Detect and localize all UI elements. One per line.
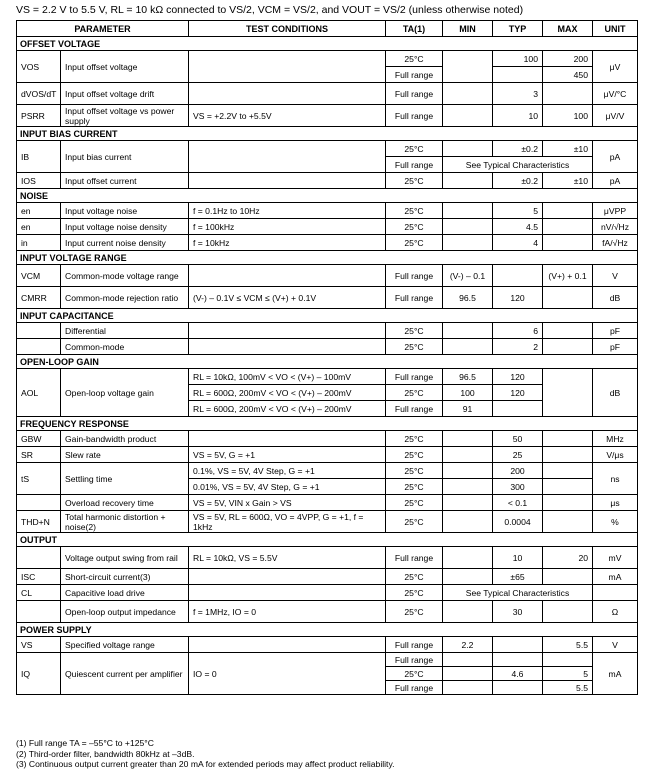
ta-value: 25°C	[386, 431, 443, 447]
section-output: OUTPUT	[17, 533, 638, 547]
unit-value: pA	[593, 141, 638, 173]
parameter: Capacitive load drive	[61, 585, 189, 601]
max-value: ±10	[543, 141, 593, 157]
ta-value: Full range	[386, 83, 443, 105]
symbol: AOL	[17, 369, 61, 417]
min-value: 100	[443, 385, 493, 401]
ta-value: 25°C	[386, 203, 443, 219]
parameter: Open-loop voltage gain	[61, 369, 189, 417]
unit-value: Ω	[593, 601, 638, 623]
ta-value: 25°C	[386, 339, 443, 355]
unit-value: pF	[593, 323, 638, 339]
ta-value: 25°C	[386, 569, 443, 585]
ta-value: 25°C	[386, 219, 443, 235]
symbol	[17, 601, 61, 623]
max-value: 5.5	[543, 637, 593, 653]
ta-value: 25°C	[386, 173, 443, 189]
typ-value: 0.0004	[493, 511, 543, 533]
typ-value: 30	[493, 601, 543, 623]
test-condition: RL = 10kΩ, VS = 5.5V	[189, 547, 386, 569]
test-condition	[189, 141, 386, 173]
typ-value: See Typical Characteristics	[443, 585, 593, 601]
col-typ: TYP	[493, 21, 543, 37]
ta-value: 25°C	[386, 141, 443, 157]
ta-value: Full range	[386, 401, 443, 417]
min-value	[443, 653, 493, 667]
header-row	[17, 21, 638, 37]
typ-value: See Typical Characteristics	[443, 157, 593, 173]
parameter: Input bias current	[61, 141, 189, 173]
max-value: 450	[543, 67, 593, 83]
test-condition: VS = +2.2V to +5.5V	[189, 105, 386, 127]
footnote: (3) Continuous output current greater than 20 mA for extended periods may affect product reliability.	[16, 759, 395, 770]
test-condition: VS = 5V, RL = 600Ω, VO = 4VPP, G = +1, f = 1kHz	[189, 511, 386, 533]
test-condition: (V-) – 0.1V ≤ VCM ≤ (V+) + 0.1V	[189, 287, 386, 309]
symbol: PSRR	[17, 105, 61, 127]
test-condition	[189, 265, 386, 287]
ta-value: Full range	[386, 287, 443, 309]
unit-value: pF	[593, 339, 638, 355]
unit-value: MHz	[593, 431, 638, 447]
min-value	[443, 667, 493, 681]
typ-value: 25	[493, 447, 543, 463]
ta-value: 25°C	[386, 51, 443, 67]
parameter: Overload recovery time	[61, 495, 189, 511]
max-value: 5.5	[543, 681, 593, 695]
max-value	[543, 287, 593, 309]
typ-value: 120	[493, 369, 543, 385]
typ-value: 300	[493, 479, 543, 495]
parameter: Input offset voltage drift	[61, 83, 189, 105]
parameter: Gain-bandwidth product	[61, 431, 189, 447]
unit-value: fA/√Hz	[593, 235, 638, 251]
parameter: Common-mode voltage range	[61, 265, 189, 287]
max-value	[543, 447, 593, 463]
symbol	[17, 495, 61, 511]
max-value: 200	[543, 51, 593, 67]
col-test-conditions: TEST CONDITIONS	[189, 21, 386, 37]
ta-value: 25°C	[386, 601, 443, 623]
min-value	[443, 339, 493, 355]
test-condition	[189, 569, 386, 585]
min-value	[443, 323, 493, 339]
min-value	[443, 173, 493, 189]
symbol: en	[17, 203, 61, 219]
typ-value: 50	[493, 431, 543, 447]
typ-value: 120	[493, 385, 543, 401]
section-power-supply: POWER SUPPLY	[17, 623, 638, 637]
ta-value: Full range	[386, 265, 443, 287]
parameter: Differential	[61, 323, 189, 339]
col-parameter: PARAMETER	[17, 21, 189, 37]
min-value: 96.5	[443, 369, 493, 385]
ta-value: Full range	[386, 547, 443, 569]
min-value	[443, 51, 493, 83]
section-offset-voltage: OFFSET VOLTAGE	[17, 37, 638, 51]
symbol: SR	[17, 447, 61, 463]
ta-value: Full range	[386, 653, 443, 667]
parameter: Input offset voltage	[61, 51, 189, 83]
test-condition: f = 1MHz, IO = 0	[189, 601, 386, 623]
parameter: Input voltage noise density	[61, 219, 189, 235]
symbol: in	[17, 235, 61, 251]
section-frequency-response: FREQUENCY RESPONSE	[17, 417, 638, 431]
unit-value: μV/°C	[593, 83, 638, 105]
typ-value	[493, 653, 543, 667]
min-value	[443, 479, 493, 495]
min-value	[443, 511, 493, 533]
max-value	[543, 369, 593, 417]
parameter: Input current noise density	[61, 235, 189, 251]
typ-value: 2	[493, 339, 543, 355]
typ-value	[493, 681, 543, 695]
test-condition	[189, 83, 386, 105]
typ-value: 120	[493, 287, 543, 309]
test-condition	[189, 637, 386, 653]
test-condition: IO = 0	[189, 653, 386, 695]
min-value	[443, 495, 493, 511]
min-value	[443, 569, 493, 585]
test-condition: f = 100kHz	[189, 219, 386, 235]
max-value: 100	[543, 105, 593, 127]
unit-value: dB	[593, 369, 638, 417]
unit-value: μVPP	[593, 203, 638, 219]
symbol	[17, 547, 61, 569]
typ-value: 4.6	[493, 667, 543, 681]
max-value	[543, 83, 593, 105]
min-value	[443, 219, 493, 235]
min-value	[443, 601, 493, 623]
conditions-header: VS = 2.2 V to 5.5 V, RL = 10 kΩ connected to VS/2, VCM = VS/2, and VOUT = VS/2 (unless otherwise noted)	[16, 4, 524, 16]
footnote: (1) Full range TA = –55°C to +125°C	[16, 738, 154, 748]
section-input-bias-current: INPUT BIAS CURRENT	[17, 127, 638, 141]
parameter: Voltage output swing from rail	[61, 547, 189, 569]
unit-value: pA	[593, 173, 638, 189]
unit-value: mA	[593, 569, 638, 585]
unit-value: V	[593, 265, 638, 287]
symbol	[17, 323, 61, 339]
parameter: Common-mode rejection ratio	[61, 287, 189, 309]
symbol: VS	[17, 637, 61, 653]
typ-value: 200	[493, 463, 543, 479]
max-value: 20	[543, 547, 593, 569]
ta-value: Full range	[386, 67, 443, 83]
test-condition	[189, 585, 386, 601]
max-value	[543, 495, 593, 511]
symbol: ISC	[17, 569, 61, 585]
test-condition	[189, 431, 386, 447]
symbol: tS	[17, 463, 61, 495]
max-value	[543, 431, 593, 447]
parameter: Input offset voltage vs power supply	[61, 105, 189, 127]
parameter: Quiescent current per amplifier	[61, 653, 189, 695]
min-value	[443, 681, 493, 695]
section-input-capacitance: INPUT CAPACITANCE	[17, 309, 638, 323]
ta-value: 25°C	[386, 463, 443, 479]
test-condition: 0.01%, VS = 5V, 4V Step, G = +1	[189, 479, 386, 495]
test-condition	[189, 51, 386, 83]
col-unit: UNIT	[593, 21, 638, 37]
test-condition: RL = 600Ω, 200mV < VO < (V+) – 200mV	[189, 401, 386, 417]
parameter: Short-circuit current(3)	[61, 569, 189, 585]
min-value	[443, 105, 493, 127]
test-condition: VS = 5V, G = +1	[189, 447, 386, 463]
max-value	[543, 511, 593, 533]
ta-value: 25°C	[386, 235, 443, 251]
min-value: 96.5	[443, 287, 493, 309]
min-value	[443, 547, 493, 569]
min-value	[443, 235, 493, 251]
unit-value: mV	[593, 547, 638, 569]
parameter: Specified voltage range	[61, 637, 189, 653]
symbol	[17, 339, 61, 355]
test-condition: f = 0.1Hz to 10Hz	[189, 203, 386, 219]
unit-value: V/μs	[593, 447, 638, 463]
test-condition	[189, 339, 386, 355]
electrical-characteristics-table	[16, 20, 638, 695]
unit-value: %	[593, 511, 638, 533]
typ-value	[493, 637, 543, 653]
footnote: (2) Third-order filter, bandwidth 80kHz at –3dB.	[16, 748, 195, 759]
unit-value: μV/V	[593, 105, 638, 127]
col-ta: TA(1)	[386, 21, 443, 37]
typ-value	[493, 265, 543, 287]
min-value	[443, 83, 493, 105]
typ-value: 10	[493, 547, 543, 569]
ta-value: 25°C	[386, 511, 443, 533]
parameter: Common-mode	[61, 339, 189, 355]
ta-value: 25°C	[386, 667, 443, 681]
typ-value: 3	[493, 83, 543, 105]
unit-value: μV	[593, 51, 638, 83]
max-value	[543, 601, 593, 623]
max-value	[543, 463, 593, 479]
ta-value: Full range	[386, 157, 443, 173]
unit-value: μs	[593, 495, 638, 511]
symbol: THD+N	[17, 511, 61, 533]
symbol: CL	[17, 585, 61, 601]
min-value: (V-) – 0.1	[443, 265, 493, 287]
min-value: 91	[443, 401, 493, 417]
unit-value: V	[593, 637, 638, 653]
ta-value: 25°C	[386, 495, 443, 511]
section-noise: NOISE	[17, 189, 638, 203]
ta-value: 25°C	[386, 447, 443, 463]
max-value	[543, 479, 593, 495]
col-min: MIN	[443, 21, 493, 37]
parameter: Slew rate	[61, 447, 189, 463]
max-value	[543, 339, 593, 355]
symbol: en	[17, 219, 61, 235]
ta-value: 25°C	[386, 323, 443, 339]
typ-value: ±0.2	[493, 141, 543, 157]
footnotes	[16, 738, 395, 770]
test-condition: RL = 10kΩ, 100mV < VO < (V+) – 100mV	[189, 369, 386, 385]
max-value: (V+) + 0.1	[543, 265, 593, 287]
symbol: IOS	[17, 173, 61, 189]
test-condition: RL = 600Ω, 200mV < VO < (V+) – 200mV	[189, 385, 386, 401]
typ-value	[493, 401, 543, 417]
typ-value: < 0.1	[493, 495, 543, 511]
min-value	[443, 141, 493, 157]
ta-value: 25°C	[386, 385, 443, 401]
parameter: Open-loop output impedance	[61, 601, 189, 623]
test-condition	[189, 173, 386, 189]
min-value	[443, 463, 493, 479]
ta-value: Full range	[386, 681, 443, 695]
ta-value: Full range	[386, 369, 443, 385]
test-condition: 0.1%, VS = 5V, 4V Step, G = +1	[189, 463, 386, 479]
unit-value	[593, 585, 638, 601]
max-value	[543, 203, 593, 219]
max-value	[543, 323, 593, 339]
symbol: CMRR	[17, 287, 61, 309]
max-value: 5	[543, 667, 593, 681]
typ-value	[493, 67, 543, 83]
symbol: VOS	[17, 51, 61, 83]
ta-value: 25°C	[386, 585, 443, 601]
typ-value: ±65	[493, 569, 543, 585]
unit-value: mA	[593, 653, 638, 695]
typ-value: 100	[493, 51, 543, 67]
symbol: dVOS/dT	[17, 83, 61, 105]
test-condition: VS = 5V, VIN x Gain > VS	[189, 495, 386, 511]
max-value: ±10	[543, 173, 593, 189]
parameter: Input voltage noise	[61, 203, 189, 219]
ta-value: Full range	[386, 637, 443, 653]
symbol: IB	[17, 141, 61, 173]
section-open-loop-gain: OPEN-LOOP GAIN	[17, 355, 638, 369]
symbol: IQ	[17, 653, 61, 695]
ta-value: 25°C	[386, 479, 443, 495]
parameter: Settling time	[61, 463, 189, 495]
symbol: VCM	[17, 265, 61, 287]
max-value	[543, 235, 593, 251]
min-value	[443, 447, 493, 463]
typ-value: ±0.2	[493, 173, 543, 189]
section-input-voltage-range: INPUT VOLTAGE RANGE	[17, 251, 638, 265]
test-condition: f = 10kHz	[189, 235, 386, 251]
min-value: 2.2	[443, 637, 493, 653]
parameter: Input offset current	[61, 173, 189, 189]
typ-value: 5	[493, 203, 543, 219]
max-value	[543, 219, 593, 235]
typ-value: 10	[493, 105, 543, 127]
typ-value: 4	[493, 235, 543, 251]
col-max: MAX	[543, 21, 593, 37]
unit-value: nV/√Hz	[593, 219, 638, 235]
unit-value: dB	[593, 287, 638, 309]
typ-value: 6	[493, 323, 543, 339]
ta-value: Full range	[386, 105, 443, 127]
symbol: GBW	[17, 431, 61, 447]
min-value	[443, 203, 493, 219]
typ-value: 4.5	[493, 219, 543, 235]
parameter: Total harmonic distortion + noise(2)	[61, 511, 189, 533]
max-value	[543, 653, 593, 667]
max-value	[543, 569, 593, 585]
min-value	[443, 431, 493, 447]
unit-value: ns	[593, 463, 638, 495]
test-condition	[189, 323, 386, 339]
